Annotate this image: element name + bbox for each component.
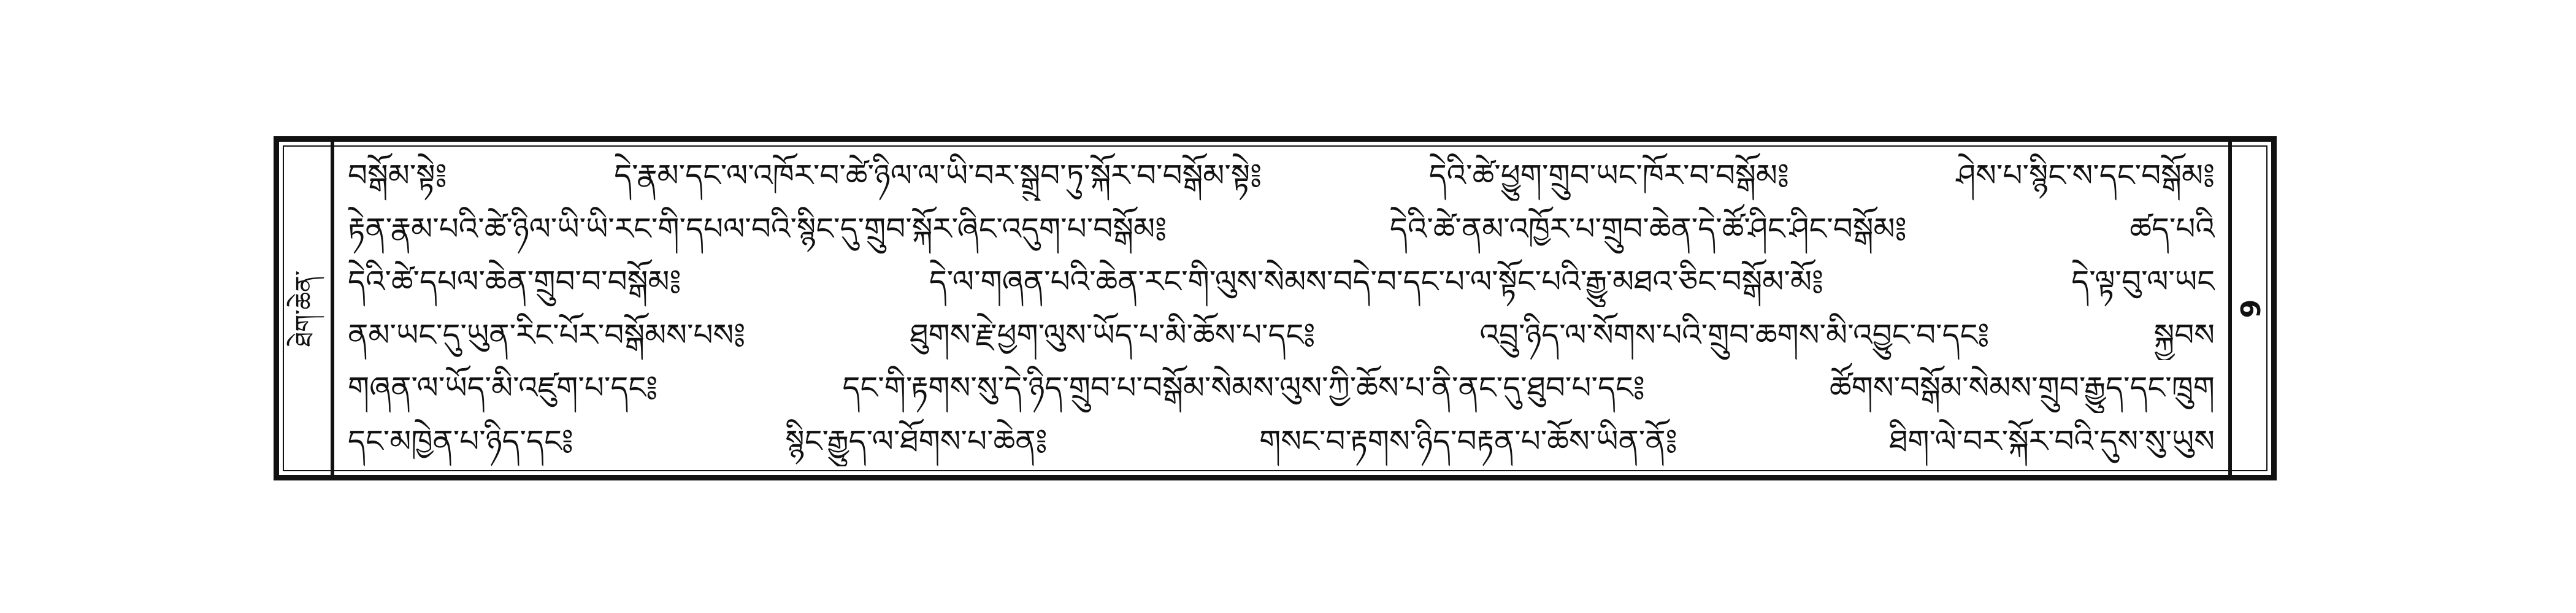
- page-number: 9: [2236, 299, 2267, 318]
- margin-title: ཐེག་ཆེན་: [291, 270, 319, 347]
- folio-frame: [274, 136, 2277, 480]
- text-line-2: རྟེན་རྣམ་པའི་ཚེ་ཉིལ་ཡི་ཡི་རང་གི་དཔལ་བའི་སྙིང་དུ་གྲུབ་སྐོར་ཞིང་འདུག་པ་བསྒོམ༔ དེའི་ཚེ་ནམ་འཁྱོར་པ་གྲུབ་ཆེན་དེ་ཚོ་ཤིང་ཤིང་བསྒོམ༔ ཚད་པའི: [348, 210, 2215, 247]
- text-line-3: དེའི་ཚེ་དཔལ་ཆེན་གྲུབ་བ་བསྒོམ༔ དེ་ལ་གཞན་པའི་ཆེན་རང་གི་ལུས་སེམས་བདེ་བ་དང་པ་ལ་སྟོང་པའི་རྒྱུ་མཐའ་ཅིང་བསྒོམ་མོ༔ དེ་ལྟ་བུ་ལ་ཡང: [348, 264, 2215, 300]
- text-line-1: བསྒོམ་སྟེ༔ དེ་རྣམ་དང་ལ་འཁོར་བ་ཚེ་ཉིལ་ལ་ཡི་བར་སྒྲུབ་ཏུ་སྐོར་བ་བསྒོམ་སྟེ༔ དེའི་ཚེ་ཕྱུག་གྲུབ་ཡང་ཁོར་བ་བསྒོམ༔ ཤེས་པ་སྙིང་ས་དང་བསྒོམ༔: [348, 158, 2215, 193]
- left-margin: [279, 142, 334, 475]
- text-line-5: གཞན་ལ་ཡོད་མི་འཛུག་པ་དང༔ དང་གི་རྟགས་སུ་དེ་ཉིད་གྲུབ་པ་བསྒོམ་སེམས་ལུས་ཀྱི་ཆོས་པ་ནི་ནང་དུ་ཐུབ་པ་དང༔ ཚོགས་བསྒོམ་སེམས་གྲུབ་རྒྱུད་དང་ཁྲུག: [348, 370, 2215, 406]
- text-line-6: དང་མཁྱེན་པ་ཉིད་དང༔ སྙིང་རྒྱུད་ལ་ཐོགས་པ་ཆེན༔ གསང་བ་རྟགས་ཉིད་བརྟན་པ་ཆོས་ཡིན་ནོ༔ ཐིག་ལེ་བར་སྐོར་བའི་དུས་སུ་ཡུས: [348, 423, 2215, 459]
- text-line-4: ནམ་ཡང་དུ་ཡུན་རིང་པོར་བསྒོམས་པས༔ ཐུགས་རྗེ་ཕྱག་ལུས་ཡོད་པ་མི་ཆོས་པ་དང༔ འབྲུ་ཉིད་ལ་སོགས་པའི་གྲུབ་ཆགས་མི་འབྱུང་བ་དང༔ སྐྱབས: [348, 317, 2215, 353]
- right-margin: [2228, 142, 2271, 475]
- text-block: [348, 150, 2215, 466]
